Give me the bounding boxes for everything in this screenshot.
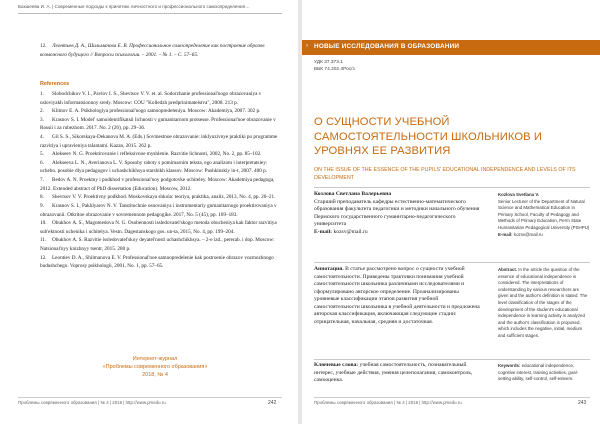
reference-text: Obukhov A. S. Razvitie issledovatel'skoy deyatel'nosti uchashchikhsya. – 2-e izd., pererab. i dop. Moscow: Natsional'nyy knizhnyy tsentr, 2015. 280 p. [40, 237, 275, 252]
reference-text: Klimov E. A. Psikhologiya professional'nogo samoopredeleniya. Moscow: Akademiya, 2007. 302 p. [52, 108, 261, 115]
abstract-label: Аннотация. [314, 266, 344, 272]
article-title-en: ON THE ISSUE OF THE ESSENCE OF THE PUPILS' EDUCATIONAL INDEPENDENCE AND LEVELS OF ITS DEVELOPMENT [314, 167, 576, 181]
footer-rule [314, 397, 590, 398]
author-name: Kozlova Svetlana V. [498, 192, 540, 197]
reference-text: Obukhov A. S., Magomedova N. G. Osobennosti issledovatel'skogo metoda obucheniya kak faktor razvitiya sub'ektnosti uchenika i uchitelya. Vestn. Dagestanskogo gos. un-ta, 2015, No. 4, pp. 199–204. [40, 220, 277, 235]
reference-item [40, 236, 280, 253]
author-email[interactable]: kozsv@mail.ru [333, 228, 368, 235]
page-number: 243 [578, 400, 587, 406]
reference-item [40, 159, 280, 176]
email-label: E-mail: [314, 228, 333, 235]
reference-12-ru [40, 42, 280, 59]
reference-text: Alekseeva L. N., Averianova L. V. Sposoby raboty s pomimarnim teksta, ego analizom i interpretatsiey: uchebn. posobie dlya pedagogov i uchashchikhsya starshikh klassov. Moscow: Pushkinskiy in-t, 2007. 400 p. [40, 159, 268, 175]
reference-item [40, 202, 280, 219]
reference-item [40, 116, 280, 133]
left-page [0, 0, 298, 424]
author-name: Козлова Светлана Валерьевна [314, 191, 392, 197]
keywords-label: Keywords: [498, 363, 521, 368]
classification-codes [314, 59, 355, 73]
running-head: Бакшеева И. А. | Современные подходы к принятию личностного и профессионального самоопределения… [18, 4, 250, 9]
running-head-rule [18, 13, 282, 14]
reference-number: 11. [40, 237, 47, 244]
footer-text: Проблемы современного образования | № 4 | 2018 | http://www.pmedu.ru [18, 400, 166, 405]
reference-text: Slobodchikov V. I., Pavlov I. S., Shevtsov V. V. et. al. Sodorzhanie professional'nogo obrazovaniya v usloviyakh informatsionnoy sredy. Moscow: COU "Kolledzh predprinimatelstva", 2008. 213 p. [40, 91, 262, 106]
reference-text: Alekseev N. G. Proektirovanie i refleksivnoe myshlenie. Razvitie lichnosti, 2002, No. 2, pp. 85–102. [52, 151, 262, 158]
right-page [302, 0, 600, 424]
reference-number: 8. [40, 194, 44, 201]
article-title-ru: О СУЩНОСТИ УЧЕБНОЙ САМОСТОЯТЕЛЬНОСТИ ШКОЛЬНИКОВ И УРОВНЯХ ЕЕ РАЗВИТИЯ [314, 116, 543, 157]
journal-stamp [80, 355, 230, 379]
reference-number: 3. [40, 116, 44, 123]
keywords-text: учебная самостоятельность, познавательный интерес, учебные действия, умения целеполагания, самоконтроль, самооценка. [314, 362, 473, 383]
author-email-line [498, 232, 590, 239]
page-number: 242 [268, 400, 277, 406]
reference-item [40, 150, 280, 159]
divider [314, 262, 590, 263]
keywords-label: Ключевые слова: [314, 362, 359, 368]
stamp-line: 2018, № 4 [142, 372, 168, 378]
divider [314, 359, 590, 360]
reference-text: Леонтьев Д. А., Шильманова Е. В. Профессиональное самоопределение как построение образов возможного будущего // Вопросы психологии. – 2001. – № 1. – С. 57–65. [40, 43, 265, 58]
reference-number: 1. [40, 91, 44, 97]
footer-rule [18, 397, 282, 398]
author-email[interactable]: kozsv@mail.ru [513, 231, 543, 237]
udk-code: УДК 37.373.1 [314, 60, 343, 65]
references-heading: References [40, 81, 70, 87]
reference-item [40, 219, 280, 236]
reference-text: Gil S. S., Sikorskaya-Dekanova M. A. (Eds.) Sovmestnoe obrazovanie: inklyuzivnye praktiki po programme razvitiya i upravleniya talantami. Kazan, 2015. 262 p. [40, 134, 278, 149]
reference-text: Krasnov S. I., Pakhlyarov N. V. Tanstitochnie osnovaniya i instrumentariy gumanitarnogo proektirovaniya v obrazovanii. Otkritoe obrazovanie v sovremennom pedagogike. 2017, No. 5 (45), pp. 169–183. [40, 203, 277, 218]
reference-number: 5. [40, 151, 44, 158]
section-banner [302, 40, 600, 55]
stamp-line: «Проблемы современного образования» [102, 364, 208, 370]
divider [314, 187, 590, 188]
reference-item [40, 193, 280, 202]
reference-text: Krasnov S. I. Model' samoidentifikatsii lichnosti v gumanitarnom protsesse. Professional'noe obrazovanie v Rossii i za rubezhom. 2017. No. 2 (26), pp. 29–36. [40, 116, 276, 132]
author-block-en [498, 192, 590, 238]
author-affiliation: Старший преподаватель кафедры естественно-математического образования факультета педагогики и методики начального обучения Пермского государственного гуманитарно-педагогического университета [314, 198, 480, 227]
author-block-ru [314, 191, 484, 236]
reference-item [40, 176, 280, 193]
keywords-en [498, 363, 590, 383]
stamp-line: Интернет-журнал [132, 356, 178, 362]
author-affiliation: Senior Lecturer of the Department of Natural Science and Mathematical Education in Primary School, Faculty of Pedagogy and Methods of Primary Education, Perm State Humanitarian Pedagogical University (PSHPU) [498, 198, 590, 230]
reference-number: 4. [40, 134, 44, 141]
author-email-line [314, 229, 484, 237]
reference-item [40, 254, 280, 271]
reference-text: Bedov A. N. Proektny i podkhod v professional'noy podgotovke uchiteley. Moscow: Akademiya pedagoga, 2012. Extended abstract of PhD dissertation (Education). Moscow, 2012. [40, 177, 275, 192]
chevron-right-icon: › [306, 43, 308, 49]
abstract-ru [314, 266, 484, 326]
bbk-code: ББК 74.202.4Рос/з [314, 67, 355, 72]
footer-text: Проблемы современного образования | № 4 | 2018 | http://www.pmedu.ru [314, 400, 462, 405]
section-title: НОВЫЕ ИССЛЕДОВАНИЯ В ОБРАЗОВАНИИ [314, 43, 460, 50]
abstract-text: In the article the question of the essence of educational independence is considered. The interpretations of understanding by various researchers are given and the author's definition is stated. The level classification of the stages of the development of the student's educational independence in learning activity is analyzed and the author's classification is proposed, which includes the negative, initial, medium and sufficient stages. [498, 267, 588, 338]
references-list [40, 90, 280, 271]
abstract-label: Abstract. [498, 267, 518, 272]
keywords-text: educational independence, cognitive interest, training activities, goal-setting ability, self-control, self-esteem. [498, 363, 579, 382]
reference-number: 7. [40, 177, 44, 184]
reference-item [40, 90, 280, 107]
reference-item [40, 133, 280, 150]
email-label: E-mail: [498, 231, 513, 237]
reference-number: 9. [40, 203, 44, 209]
reference-number: 12. [40, 43, 47, 49]
reference-text: Shevtsov V. V. Proektivny podkhod. Moskovskaya shkola: teoriya, praktika, analiz, 2013, No. 4, pp. 20–21. [52, 194, 276, 201]
abstract-text: В статье рассмотрено вопрос о сущности учебной самостоятельности. Приведены трактовки понимания учебной самостоятельности школьника различными исследователями и сформулировано авторское определение. Проанализированы уровневые классификации этапов развития учебной самостоятельности школьника в учебной деятельности и предложена авторская классификация, включающая следующие стадии: отрицательная, начальная, средняя и достаточная. [314, 266, 480, 325]
reference-number: 12. [40, 254, 47, 261]
reference-number: 6. [40, 159, 44, 166]
abstract-en [498, 267, 590, 340]
reference-item [40, 107, 280, 116]
reference-number: 10. [40, 220, 47, 227]
reference-text: Leontiev D. A., Shilmanova E. V. Professional'noe samoopredelenie kak postroenie obrazov vozmozhnogo budushchego. Voprosy psikhologii, 2001, No. 1, pp. 57–65. [40, 254, 274, 270]
keywords-ru [314, 362, 484, 385]
reference-number: 2. [40, 108, 44, 115]
